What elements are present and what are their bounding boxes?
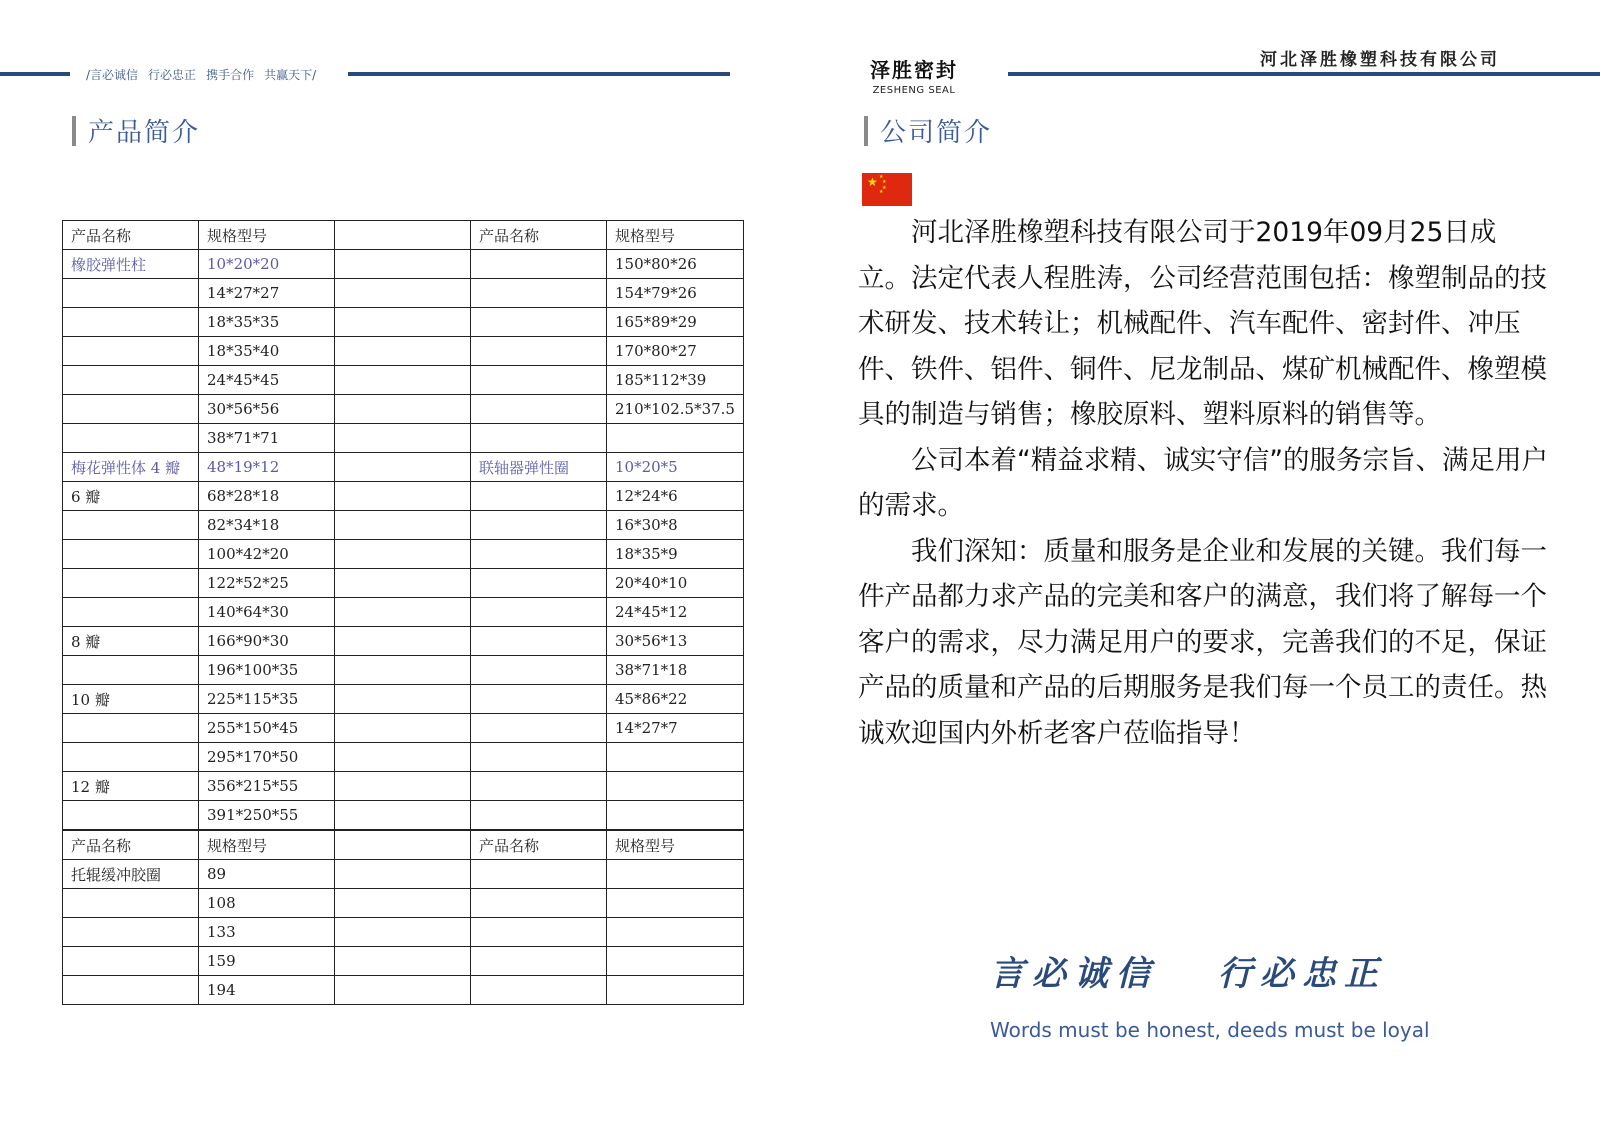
table-cell [471, 598, 607, 627]
table-cell: 规格型号 [199, 830, 335, 860]
table-cell: 18*35*40 [199, 337, 335, 366]
table-cell: 196*100*35 [199, 656, 335, 685]
motto-cn-2: 行必忠正 [1218, 954, 1386, 994]
table-cell [607, 860, 744, 889]
table-cell [63, 337, 199, 366]
table-cell [471, 569, 607, 598]
table-cell [471, 656, 607, 685]
table-cell [335, 250, 471, 279]
title-accent-bar [864, 116, 868, 146]
table-cell [63, 889, 199, 918]
table-row [63, 511, 744, 540]
table-cell [63, 947, 199, 976]
table-cell [335, 221, 471, 250]
table-cell [471, 424, 607, 453]
table-cell: 165*89*29 [607, 308, 744, 337]
table-cell: 12 瓣 [63, 772, 199, 801]
brand-logo [870, 54, 958, 96]
table-cell: 154*79*26 [607, 279, 744, 308]
section-title-products [72, 112, 200, 149]
table-cell: 规格型号 [199, 221, 335, 250]
table-cell: 18*35*35 [199, 308, 335, 337]
table-cell: 14*27*7 [607, 714, 744, 743]
table-cell: 梅花弹性体 4 瓣 [63, 453, 199, 482]
table-cell [335, 569, 471, 598]
table-cell: 391*250*55 [199, 801, 335, 831]
table-cell [471, 366, 607, 395]
table-cell [607, 772, 744, 801]
company-intro-text [858, 210, 1548, 756]
title-accent-bar [72, 116, 76, 146]
motto-cn-1: 言必诚信 [990, 954, 1158, 994]
table-cell [335, 598, 471, 627]
slogan-3: 携手合作 [206, 68, 255, 82]
table-row [63, 569, 744, 598]
intro-paragraph-3: 我们深知：质量和服务是企业和发展的关键。我们每一件产品都力求产品的完美和客户的满意，我们将了解每一个客户的需求，尽力满足用户的要求，完善我们的不足，保证产品的质量和产品的后期服务是我们每一个员工的责任。热诚欢迎国内外析老客户莅临指导！ [858, 535, 1547, 749]
table-cell: 194 [199, 976, 335, 1005]
table-row [63, 772, 744, 801]
table-cell: 48*19*12 [199, 453, 335, 482]
table-row [63, 250, 744, 279]
table-cell: 82*34*18 [199, 511, 335, 540]
right-page [790, 0, 1600, 1131]
table-cell [607, 976, 744, 1005]
table-cell: 140*64*30 [199, 598, 335, 627]
table-cell [471, 308, 607, 337]
intro-paragraph-2: 公司本着“精益求精、诚实守信”的服务宗旨、满足用户的需求。 [858, 444, 1548, 521]
table-cell [335, 627, 471, 656]
table-cell [335, 743, 471, 772]
table-cell [63, 511, 199, 540]
table-cell: 规格型号 [607, 221, 744, 250]
table-row [63, 395, 744, 424]
table-cell: 24*45*12 [607, 598, 744, 627]
table-cell [335, 424, 471, 453]
table-cell [335, 308, 471, 337]
table-cell: 10*20*5 [607, 453, 744, 482]
header-slogans [86, 66, 326, 83]
table-row [63, 656, 744, 685]
table-cell [471, 685, 607, 714]
table-cell [471, 337, 607, 366]
table-cell [335, 540, 471, 569]
table-row [63, 685, 744, 714]
table-cell [335, 714, 471, 743]
table-cell: 133 [199, 918, 335, 947]
table-cell [335, 337, 471, 366]
table-cell: 89 [199, 860, 335, 889]
slogan-2: 行必忠正 [148, 68, 197, 82]
table-row [63, 714, 744, 743]
table-row [63, 366, 744, 395]
table-cell: 38*71*71 [199, 424, 335, 453]
logo-en: ZESHENG SEAL [872, 85, 956, 96]
table-cell: 14*27*27 [199, 279, 335, 308]
table-cell [63, 714, 199, 743]
table-cell [63, 598, 199, 627]
table-cell: 8 瓣 [63, 627, 199, 656]
table-cell [63, 366, 199, 395]
table-cell [335, 685, 471, 714]
table-cell [335, 453, 471, 482]
product-table [62, 220, 744, 1005]
company-intro-title: 公司简介 [880, 118, 993, 148]
table-cell [63, 308, 199, 337]
table-cell [63, 395, 199, 424]
table-cell: 产品名称 [471, 221, 607, 250]
company-name-header: 河北泽胜橡塑科技有限公司 [1260, 50, 1500, 70]
table-cell: 联轴器弹性圈 [471, 453, 607, 482]
table-cell [471, 801, 607, 831]
table-row [63, 482, 744, 511]
table-cell [335, 772, 471, 801]
table-cell [335, 947, 471, 976]
table-cell: 产品名称 [63, 221, 199, 250]
slogan-4: 共赢天下/ [264, 68, 317, 82]
table-cell: 6 瓣 [63, 482, 199, 511]
intro-paragraph-1: 河北泽胜橡塑科技有限公司于2019年09月25日成立。法定代表人程胜涛，公司经营范围包括：橡塑制品的技术研发、技术转让；机械配件、汽车配件、密封件、冲压件、铁件、铝件、铜件、尼龙制品、煤矿机械配件、橡塑模具的制造与销售；橡胶原料、塑料原料的销售等。 [858, 217, 1547, 430]
table-cell [471, 889, 607, 918]
table-cell [335, 279, 471, 308]
table-cell [471, 627, 607, 656]
table-cell: 150*80*26 [607, 250, 744, 279]
table-cell [471, 947, 607, 976]
table-cell: 159 [199, 947, 335, 976]
table-cell [471, 772, 607, 801]
table-cell [335, 889, 471, 918]
table-cell: 38*71*18 [607, 656, 744, 685]
table-cell [63, 743, 199, 772]
table-cell [607, 889, 744, 918]
table-cell [335, 482, 471, 511]
table-cell [63, 569, 199, 598]
table-row [63, 830, 744, 860]
table-cell [63, 918, 199, 947]
table-cell: 68*28*18 [199, 482, 335, 511]
table-row [63, 918, 744, 947]
table-row [63, 947, 744, 976]
table-cell: 45*86*22 [607, 685, 744, 714]
table-row [63, 424, 744, 453]
table-cell: 30*56*13 [607, 627, 744, 656]
table-cell [471, 743, 607, 772]
table-cell [335, 366, 471, 395]
table-cell [335, 830, 471, 860]
motto-en: Words must be honest, deeds must be loyal [990, 1018, 1430, 1042]
table-row [63, 889, 744, 918]
table-row [63, 860, 744, 889]
table-cell [335, 860, 471, 889]
table-cell [607, 918, 744, 947]
table-cell [335, 801, 471, 831]
table-cell [471, 511, 607, 540]
table-cell [471, 714, 607, 743]
table-cell: 12*24*6 [607, 482, 744, 511]
table-cell [607, 743, 744, 772]
table-cell [335, 976, 471, 1005]
page-title: 产品简介 [88, 118, 201, 148]
table-cell: 356*215*55 [199, 772, 335, 801]
section-title-company [864, 112, 992, 149]
table-cell: 295*170*50 [199, 743, 335, 772]
table-cell [471, 279, 607, 308]
table-cell: 170*80*27 [607, 337, 744, 366]
table-cell [63, 976, 199, 1005]
table-cell [471, 860, 607, 889]
table-cell: 16*30*8 [607, 511, 744, 540]
table-cell [63, 279, 199, 308]
table-row [63, 598, 744, 627]
table-cell: 166*90*30 [199, 627, 335, 656]
table-cell: 210*102.5*37.5 [607, 395, 744, 424]
logo-cn: 泽胜密封 [870, 58, 958, 82]
table-cell: 18*35*9 [607, 540, 744, 569]
motto-cn [990, 946, 1386, 995]
table-cell: 产品名称 [63, 830, 199, 860]
table-cell [607, 801, 744, 831]
table-cell [607, 424, 744, 453]
table-row [63, 221, 744, 250]
table-cell: 托辊缓冲胶圈 [63, 860, 199, 889]
table-cell [471, 395, 607, 424]
table-cell [63, 424, 199, 453]
table-row [63, 976, 744, 1005]
table-cell: 橡胶弹性柱 [63, 250, 199, 279]
table-cell: 20*40*10 [607, 569, 744, 598]
header-bar-left [0, 72, 70, 76]
table-cell: 规格型号 [607, 830, 744, 860]
table-row [63, 540, 744, 569]
table-cell: 24*45*45 [199, 366, 335, 395]
china-flag-icon: ★ ★ ★ ★ ★ [862, 173, 912, 206]
table-cell: 10*20*20 [199, 250, 335, 279]
table-cell: 产品名称 [471, 830, 607, 860]
left-page [0, 0, 790, 1131]
table-row [63, 453, 744, 482]
table-cell [63, 801, 199, 831]
table-cell [471, 540, 607, 569]
table-cell [471, 918, 607, 947]
table-cell [63, 540, 199, 569]
slogan-1: /言必诚信 [86, 68, 139, 82]
table-cell [335, 656, 471, 685]
header-bar-right [1008, 72, 1600, 76]
table-row [63, 308, 744, 337]
table-cell [471, 482, 607, 511]
table-cell [63, 656, 199, 685]
table-cell [607, 947, 744, 976]
table-row [63, 801, 744, 831]
table-cell [335, 511, 471, 540]
table-cell: 10 瓣 [63, 685, 199, 714]
table-cell: 185*112*39 [607, 366, 744, 395]
table-cell: 255*150*45 [199, 714, 335, 743]
table-row [63, 627, 744, 656]
table-row [63, 743, 744, 772]
table-cell [335, 395, 471, 424]
table-cell: 122*52*25 [199, 569, 335, 598]
table-cell: 30*56*56 [199, 395, 335, 424]
table-cell [471, 250, 607, 279]
header-bar-left-long [348, 72, 730, 76]
table-row [63, 279, 744, 308]
table-cell: 108 [199, 889, 335, 918]
table-row [63, 337, 744, 366]
table-cell [471, 976, 607, 1005]
table-cell [335, 918, 471, 947]
table-cell: 100*42*20 [199, 540, 335, 569]
table-cell: 225*115*35 [199, 685, 335, 714]
